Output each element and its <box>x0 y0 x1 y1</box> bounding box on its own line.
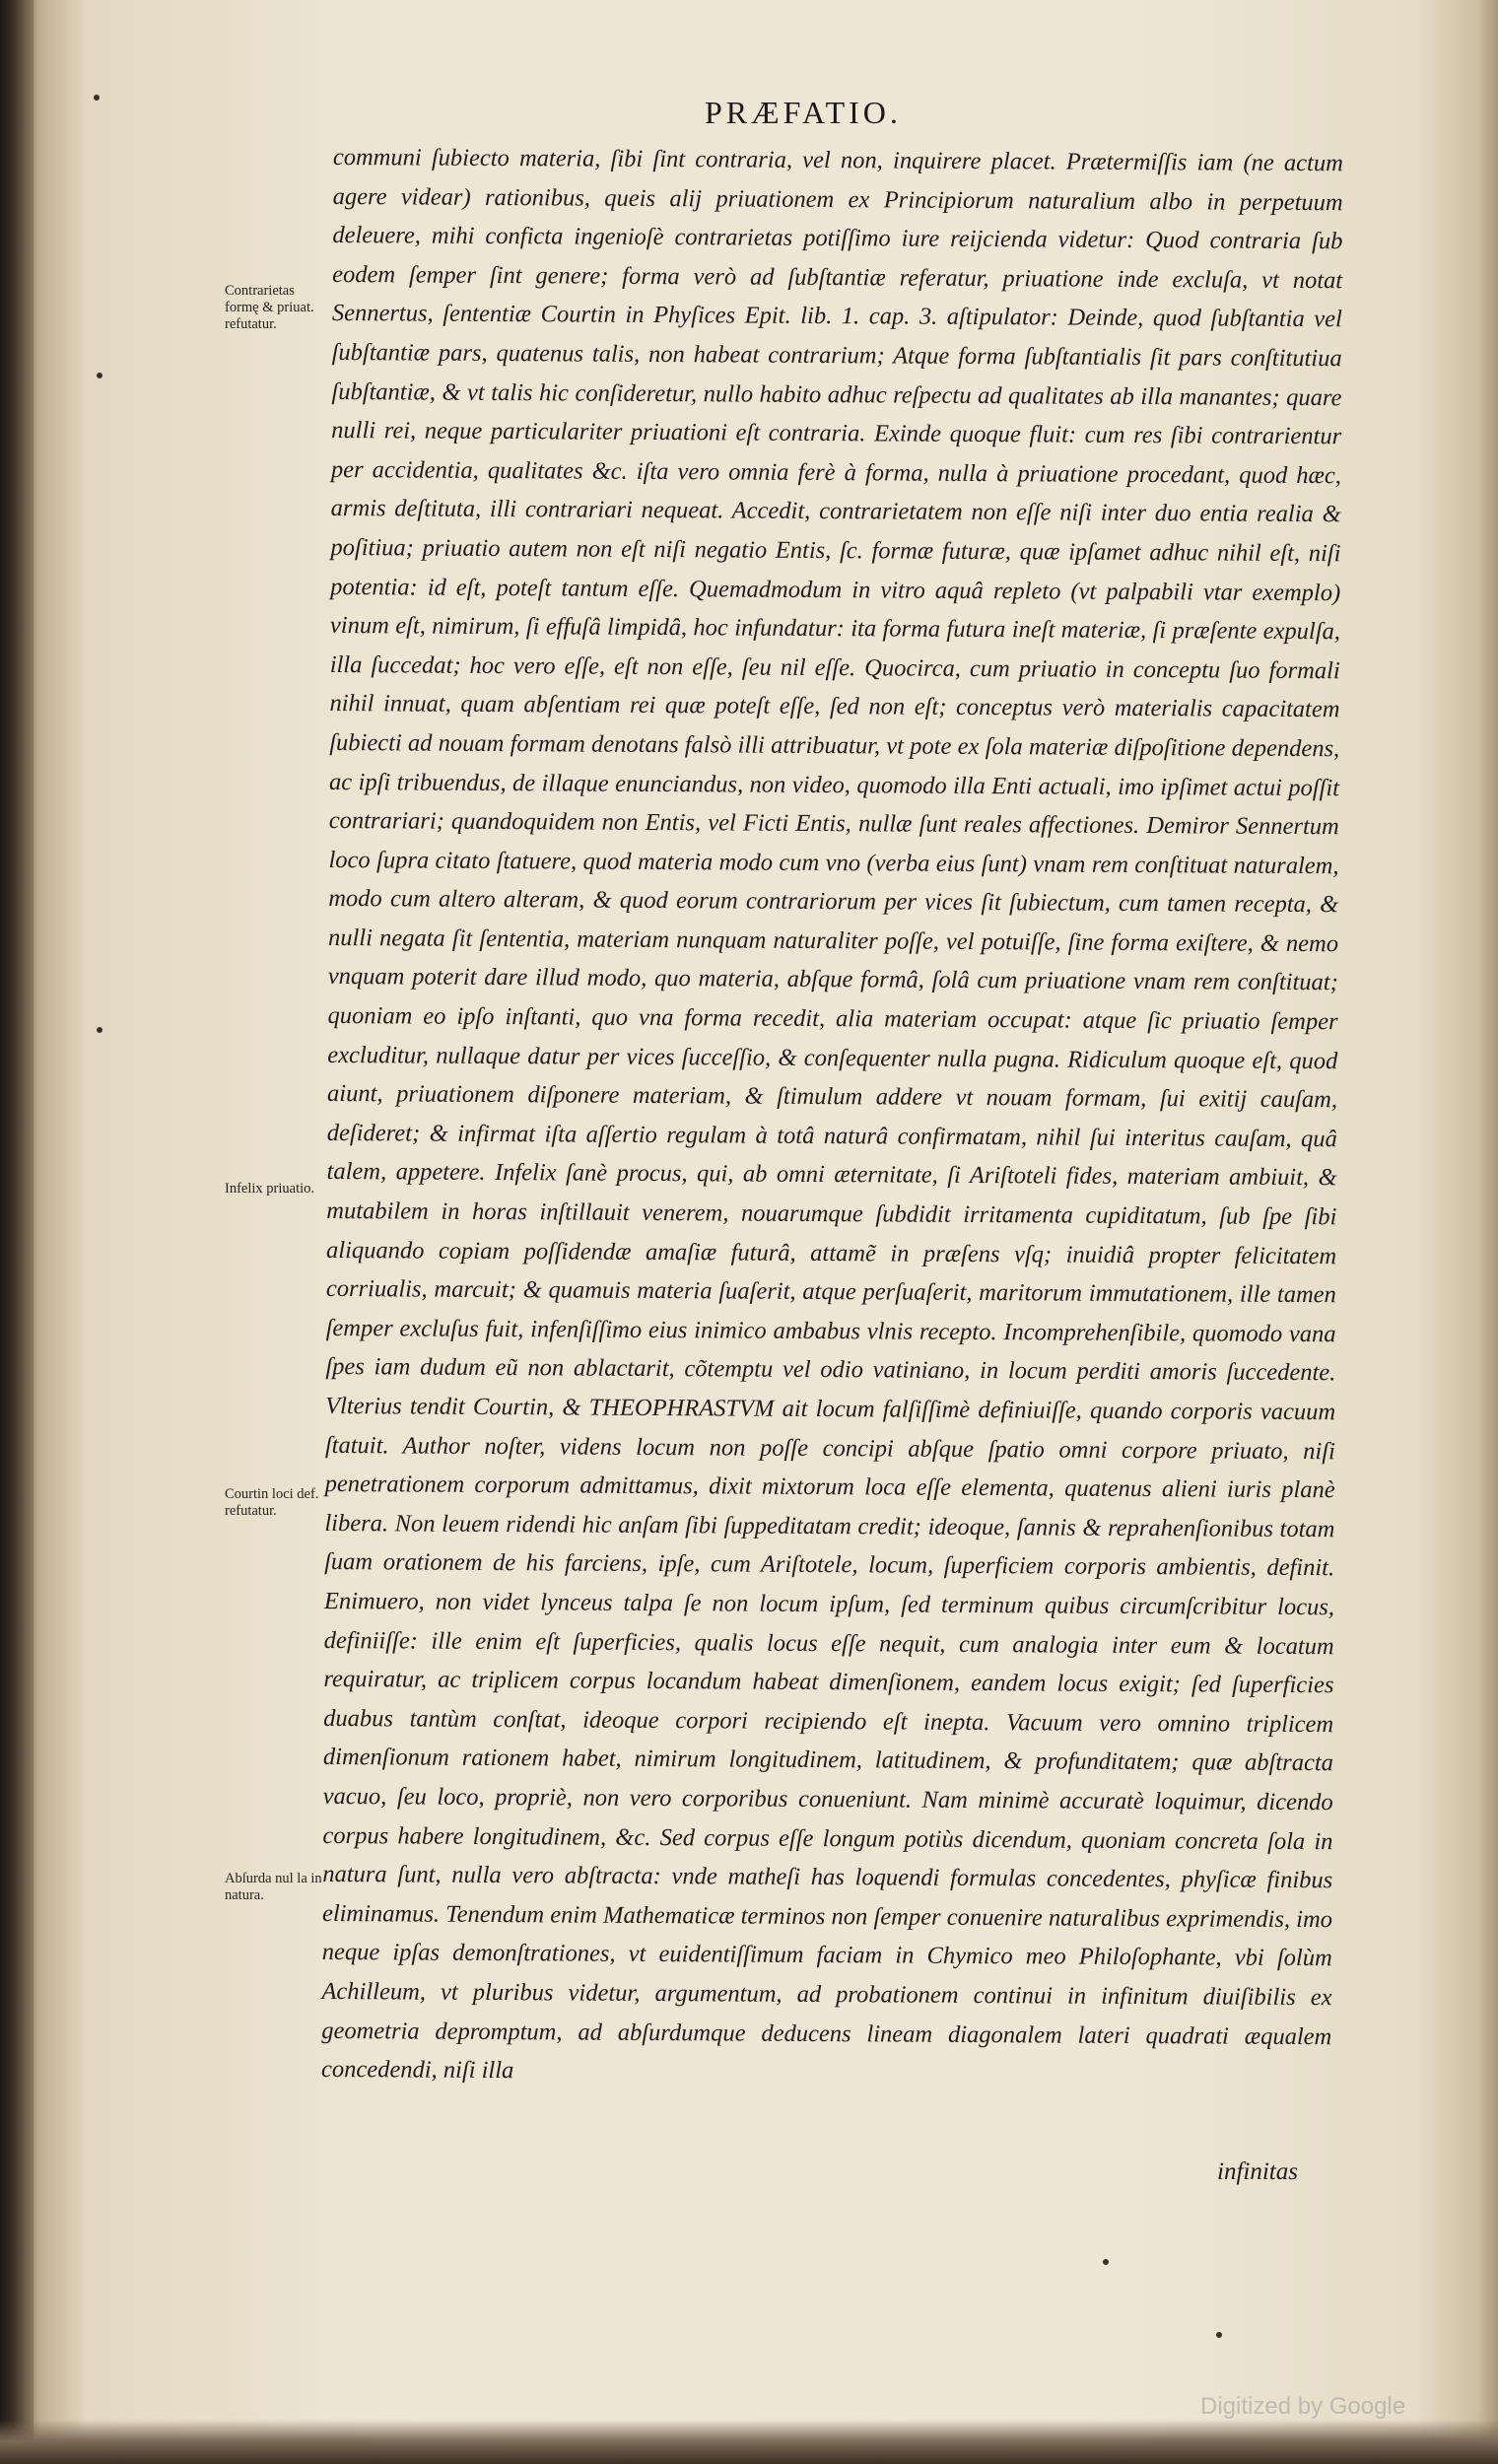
page-bottom-edge <box>0 2420 1498 2464</box>
book-spine <box>0 0 34 2464</box>
ink-speck <box>97 373 102 378</box>
digitization-watermark: Digitized by Google <box>1200 2393 1406 2420</box>
page-header: PRÆFATIO. <box>705 95 902 130</box>
ink-speck <box>1103 2259 1109 2265</box>
body-paragraph: communi ſubiecto materia, ſibi ſint contraria, vel non, inquirere placet. Prætermiſſis iam (ne actum agere videar) rationibus, queis alij priuationem ex Principiorum naturalium albo in perpetuum deleuere, mihi conficta ingenioſè contrarietas potiſſimo iure reijcienda videtur: Quod contraria ſub eodem ſemper ſint genere; forma verò ad ſubſtantiæ referatur, priuatione inde excluſa, vt notat Sennertus, ſententiæ Courtin in Phyſices Epit. lib. 1. cap. 3. aſtipulator: Deinde, quod ſubſtantia vel ſubſtantiæ pars, quatenus talis, non habeat contrarium; Atque forma ſubſtantialis ſit pars conſtitutiua ſubſtantiæ, & vt talis hic conſideretur, nullo habito adhuc reſpectu ad qualitates ab illa manantes; quare nulli rei, neque particulariter priuationi eſt contraria. Exinde quoque fluit: cum res ſibi contrarientur per accidentia, qualitates &c. iſta vero omnia ferè à forma, nulla à priuatione procedant, quod hæc, armis deſtituta, illi contrariari nequeat. Accedit, contrarietatem non eſſe niſi inter duo entia realia & poſitiua; priuatio autem non eſt niſi negatio Entis, ſc. formæ futuræ, quæ ipſamet adhuc nihil eſt, niſi potentia: id eſt, poteſt tantum eſſe. Quemadmodum in vitro aquâ repleto (vt palpabili vtar exemplo) vinum eſt, nimirum, ſi effuſâ limpidâ, hoc infundatur: ita forma futura ineſt materiæ, ſi præſente expulſa, illa ſuccedat; hoc vero eſſe, eſt non eſſe, ſeu nil eſſe. Quocirca, cum priuatio in conceptu ſuo formali nihil innuat, quam abſentiam rei quæ poteſt eſſe, ſed non eſt; conceptus verò materialis capacitatem ſubiecti ad nouam formam denotans falsò illi attribuatur, vt pote ex ſola materiæ diſpoſitione dependens, ac ipſi tribuendus, de illaque enunciandus, non video, quomodo illa Enti actuali, imo ipſimet actui poſſit contrariari; quandoquidem non Entis, vel Ficti Entis, nullæ ſunt reales affectiones. Demiror Sennertum loco ſupra citato ſtatuere, quod materia modo cum vno (verba eius ſunt) vnam rem conſtituat naturalem, modo cum altero alteram, & quod eorum contrariorum per vices ſit ſubiectum, cum tamen recepta, & nulli negata ſit ſententia, materiam nunquam naturaliter poſſe, vel potuiſſe, ſine forma exiſtere, & nemo vnquam poterit dare illud modo, quo materia, abſque formâ, ſolâ cum priuatione vnam rem conſtituat; quoniam eo ipſo inſtanti, quo vna forma recedit, alia materiam occupat: atque ſic priuatio ſemper excluditur, nullaque datur per vices ſucceſſio, & conſequenter nulla pugna. Ridiculum quoque eſt, quod aiunt, priuationem diſponere materiam, & ſtimulum addere vt nouam formam, ſui exitij cauſam, deſideret; & infirmat iſta aſſertio regulam à totâ naturâ confirmatam, nihil ſui interitus cauſam, quâ talem, appetere. Infelix ſanè procus, qui, ab omni æternitate, ſi Ariſtoteli fides, materiam ambiuit, & mutabilem in horas inſtillauit venerem, nouarumque ſubdidit irritamenta cupiditatum, ſub ſpe ſibi aliquando copiam poſſidendæ amaſiæ futurâ, attamẽ in præſens vſq; inuidiâ propter felicitatem corriualis, marcuit; & quamuis materia ſuaſerit, atque perſuaſerit, maritorum immutationem, ille tamen ſemper excluſus fuit, infenſiſſimo eius inimico ambabus vlnis recepto. Incomprehenſibile, quomodo vana ſpes iam dudum eũ non ablactarit, cõtemptu vel odio vatiniano, in locum perditi amoris ſuccedente. Vlterius tendit Courtin, & THEOPHRASTVM ait locum falſiſſimè definiuiſſe, quando corporis vacuum ſtatuit. Author noſter, videns locum non poſſe concipi abſque ſpatio omni corpore priuato, niſi penetrationem corporum admittamus, dixit mixtorum loca eſſe elementa, quatenus alieni iuris planè libera. Non leuem ridendi hic anſam ſibi ſuppeditatam credit; ideoque, ſannis & reprahenſionibus totam ſuam orationem de his farciens, ipſe, cum Ariſtotele, locum, ſuperficiem corporis ambientis, definit. Enimuero, non videt lynceus talpa ſe non locum ipſum, ſed terminum quibus circumſcribitur locus, definiiſſe: ille enim eſt ſuperficies, qualis locus eſſe nequit, cum analogia inter eum & locatum requiratur, ac triplicem corpus locandum habeat dimenſionem, eandem locus exigit; ſed ſuperficies duabus tantùm conſtat, ideoque corpori recipiendo eſt inepta. Vacuum vero omnino triplicem dimenſionum rationem habet, nimirum longitudinem, latitudinem, & profunditatem; quæ abſtracta vacuo, ſeu loco, propriè, non vero corporibus conueniunt. Nam minimè accuratè loquimur, dicendo corpus habere longitudinem, &c. Sed corpus eſſe longum potiùs dicendum, quoniam concreta ſola in natura ſunt, nulla vero abſtracta: vnde matheſi has loquendi formulas concedentes, phyſicæ finibus eliminamus. Tenendum enim Mathematicæ terminos non ſemper conuenire naturalibus exprimendis, imo neque ipſas demonſtrationes, vt euidentiſſimum faciam in Chymico meo Philoſophante, vbi ſolùm Achilleum, vt pluribus videtur, argumentum, ad probationem continui in infinitum diuiſibilis ex geometria depromptum, ad abſurdumque deducens lineam diagonalem lateri quadrati æqualem concedendi, niſi illa <box>320 143 1343 2085</box>
body-text <box>321 138 1343 2095</box>
marginal-note-courtin: Courtin loci def. refutatur. <box>225 1486 319 1519</box>
marginal-note-infelix: Infelix priuatio. <box>225 1181 315 1197</box>
ink-speck <box>94 95 100 101</box>
marginal-note-contrarietas: Contrarietas formę & priuat. refutatur. <box>225 283 314 332</box>
catchword: infinitas <box>1217 2158 1298 2185</box>
marginal-note-absurda: Abſurda nul la in natura. <box>225 1871 322 1903</box>
ink-speck <box>1216 2332 1222 2338</box>
ink-speck <box>97 1027 102 1033</box>
